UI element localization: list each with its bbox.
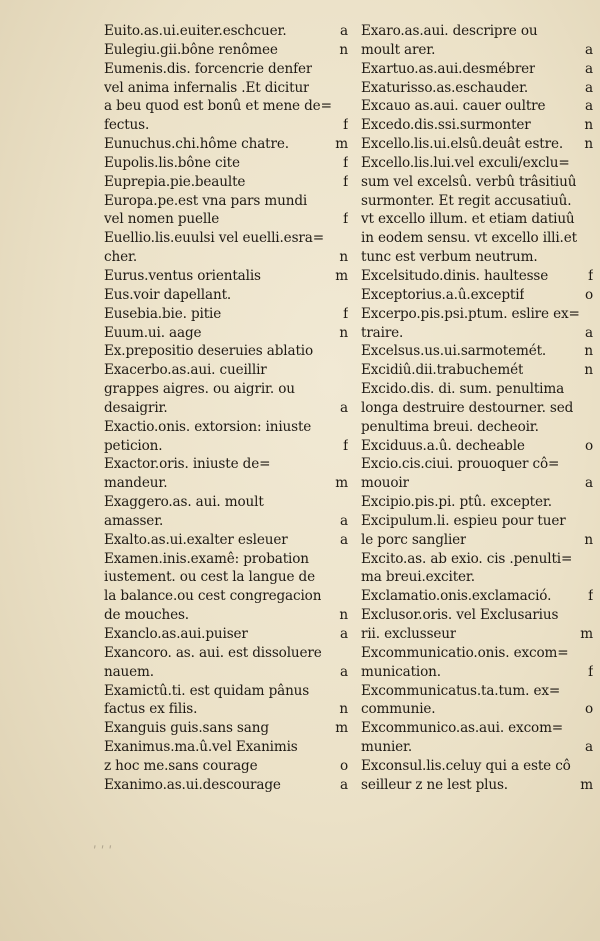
text-line <box>361 587 593 606</box>
text-line <box>104 41 348 60</box>
gender-marker: n <box>584 343 593 360</box>
text-line <box>361 663 593 682</box>
gender-marker: n <box>339 324 348 341</box>
text-line <box>104 663 348 682</box>
text-line <box>104 399 348 418</box>
gender-marker: o <box>584 286 593 303</box>
text-line <box>104 97 348 116</box>
gender-marker: f <box>343 437 348 454</box>
text-line <box>361 324 593 343</box>
gender-marker: a <box>340 399 348 416</box>
line-text: vel nomen puelle <box>104 211 220 228</box>
text-line <box>104 192 348 211</box>
gender-marker: a <box>340 776 348 793</box>
text-line <box>361 305 593 324</box>
gender-marker: n <box>339 249 348 266</box>
line-text: peticion. <box>104 437 163 454</box>
line-text: Exaturisso.as.eschauder. <box>361 79 529 96</box>
text-line <box>361 22 593 41</box>
text-line <box>361 531 593 550</box>
text-line <box>104 568 348 587</box>
line-text: desaigrir. <box>104 399 168 416</box>
gender-marker: o <box>584 701 593 718</box>
line-text: Excidiû.dii.trabuchemét <box>361 362 524 379</box>
line-text: Examen.inis.examê: probation <box>104 550 309 567</box>
line-text: Eumenis.dis. forcencrie denfer <box>104 60 313 77</box>
line-text: moult arer. <box>361 41 436 58</box>
line-text: Exclusor.oris. vel Exclusarius <box>361 607 559 624</box>
line-text: Exanimo.as.ui.descourage <box>104 776 281 793</box>
line-text: vel anima infernalis .Et dicitur <box>104 79 310 96</box>
line-text: longa destruire destourner. sed <box>361 399 574 416</box>
line-text: Excio.cis.ciui. prouoquer cô= <box>361 456 560 473</box>
text-line <box>361 286 593 305</box>
gender-marker: n <box>339 607 348 624</box>
line-text: Excommunico.as.aui. excom= <box>361 720 564 737</box>
line-text: Exaggero.as. aui. moult <box>104 494 264 511</box>
text-line <box>104 173 348 192</box>
line-text: Eusebia.bie. pitie <box>104 305 222 322</box>
line-text: sum vel excelsû. verbû trâsitiuû <box>361 173 577 190</box>
text-line <box>361 342 593 361</box>
line-text: Eunuchus.chi.hôme chatre. <box>104 136 289 153</box>
text-line <box>104 606 348 625</box>
line-text: Euum.ui. aage <box>104 324 202 341</box>
line-text: Eulegiu.gii.bône renômee <box>104 41 278 58</box>
gender-marker: a <box>585 98 593 115</box>
gender-marker: f <box>588 267 593 284</box>
text-line <box>361 512 593 531</box>
text-line <box>361 700 593 719</box>
line-text: Exanguis guis.sans sang <box>104 720 269 737</box>
text-line <box>361 625 593 644</box>
text-line <box>361 776 593 795</box>
text-line <box>104 700 348 719</box>
gender-marker: a <box>340 512 348 529</box>
line-text: Excello.lis.ui.elsû.deuât estre. <box>361 136 564 153</box>
line-text: Euprepia.pie.beaulte <box>104 173 246 190</box>
gender-marker: o <box>339 757 348 774</box>
line-text: Exconsul.lis.celuy qui a este cô <box>361 757 571 774</box>
line-text: mandeur. <box>104 475 168 492</box>
gender-marker: f <box>343 117 348 134</box>
text-line <box>104 719 348 738</box>
gender-marker: n <box>339 41 348 58</box>
text-line <box>104 60 348 79</box>
line-text: surmonter. Et regit accusatiuû. <box>361 192 572 209</box>
line-text: la balance.ou cest congregacion <box>104 588 322 605</box>
text-line <box>361 738 593 757</box>
text-line <box>361 437 593 456</box>
line-text: Examictû.ti. est quidam pânus <box>104 682 310 699</box>
gender-marker: f <box>588 663 593 680</box>
gender-marker: m <box>580 776 593 793</box>
text-line <box>361 493 593 512</box>
line-text: Excelsus.us.ui.sarmotemét. <box>361 343 547 360</box>
line-text: Eurus.ventus orientalis <box>104 267 261 284</box>
text-line <box>361 79 593 98</box>
gender-marker: a <box>585 79 593 96</box>
text-line <box>361 455 593 474</box>
line-text: a beu quod est bonû et mene de= <box>104 98 332 115</box>
line-text: Exactor.oris. iniuste de= <box>104 456 271 473</box>
gender-marker: m <box>580 626 593 642</box>
text-line <box>361 568 593 587</box>
text-line <box>361 380 593 399</box>
line-text: le porc sanglier <box>361 531 467 548</box>
text-line <box>104 154 348 173</box>
gender-marker: a <box>585 324 593 341</box>
ink-smudge: ʹ ʹ ʹ <box>93 845 113 860</box>
gender-marker: f <box>343 173 348 190</box>
line-text: Exceptorius.a.û.exceptif <box>361 286 525 303</box>
text-line <box>361 474 593 493</box>
text-line <box>104 455 348 474</box>
text-line <box>104 135 348 154</box>
line-text: Excauo as.aui. cauer oultre <box>361 98 546 115</box>
text-line <box>104 380 348 399</box>
text-line <box>361 267 593 286</box>
line-text: grappes aigres. ou aigrir. ou <box>104 381 295 398</box>
gender-marker: a <box>340 23 348 39</box>
gender-marker: m <box>335 720 348 737</box>
line-text: iustement. ou cest la langue de <box>104 569 315 586</box>
line-text: amasser. <box>104 512 164 529</box>
text-line <box>104 644 348 663</box>
text-line <box>361 418 593 437</box>
line-text: z hoc me.sans courage <box>104 757 258 774</box>
gender-marker: n <box>339 701 348 718</box>
line-text: Exclamatio.onis.exclamació. <box>361 588 552 605</box>
text-line <box>104 587 348 606</box>
text-line <box>104 22 348 41</box>
line-text: factus ex filis. <box>104 701 198 718</box>
line-text: Exacerbo.as.aui. cueillir <box>104 362 267 379</box>
text-line <box>104 324 348 343</box>
line-text: Ex.prepositio deseruies ablatio <box>104 343 313 360</box>
text-line <box>104 267 348 286</box>
text-line <box>104 248 348 267</box>
line-text: mouoir <box>361 475 409 492</box>
text-line <box>361 757 593 776</box>
gender-marker: a <box>340 531 348 548</box>
gender-marker: a <box>585 41 593 58</box>
line-text: Excido.dis. di. sum. penultima <box>361 381 565 398</box>
line-text: Exaro.as.aui. descripre ou <box>361 23 538 39</box>
text-line <box>361 229 593 248</box>
line-text: Exanclo.as.aui.puiser <box>104 626 248 642</box>
text-line <box>104 437 348 456</box>
gender-marker: f <box>343 154 348 171</box>
text-line <box>361 135 593 154</box>
line-text: nauem. <box>104 663 154 680</box>
gender-marker: a <box>585 739 593 756</box>
text-line <box>361 192 593 211</box>
text-line <box>104 493 348 512</box>
gender-marker: a <box>340 663 348 680</box>
text-line <box>361 399 593 418</box>
line-text: munier. <box>361 739 413 756</box>
line-text: Exactio.onis. extorsion: iniuste <box>104 418 312 435</box>
text-line <box>104 625 348 644</box>
text-line <box>104 512 348 531</box>
gender-marker: m <box>335 267 348 284</box>
text-line <box>104 305 348 324</box>
gender-marker: n <box>584 531 593 548</box>
line-text: Excedo.dis.ssi.surmonter <box>361 117 531 134</box>
text-line <box>104 286 348 305</box>
line-text: ma breui.exciter. <box>361 569 475 586</box>
line-text: Eupolis.lis.bône cite <box>104 154 240 171</box>
text-line <box>104 474 348 493</box>
line-text: Exciduus.a.û. decheable <box>361 437 525 454</box>
text-line <box>361 60 593 79</box>
text-line <box>361 154 593 173</box>
line-text: Excito.as. ab exio. cis .penulti= <box>361 550 573 567</box>
line-text: cher. <box>104 249 137 266</box>
text-line <box>361 606 593 625</box>
line-text: Exanimus.ma.û.vel Exanimis <box>104 739 298 756</box>
gender-marker: n <box>584 117 593 134</box>
gender-marker: a <box>340 626 348 642</box>
line-text: tunc est verbum neutrum. <box>361 249 538 266</box>
text-line <box>361 361 593 380</box>
text-line <box>361 682 593 701</box>
text-line <box>104 776 348 795</box>
text-line <box>361 550 593 569</box>
text-line <box>104 418 348 437</box>
text-line <box>361 173 593 192</box>
gender-marker: n <box>584 362 593 379</box>
line-text: Excommunicatio.onis. excom= <box>361 644 569 661</box>
text-line <box>104 342 348 361</box>
gender-marker: n <box>584 136 593 153</box>
text-line <box>104 531 348 550</box>
line-text: Exancoro. as. aui. est dissoluere <box>104 644 322 661</box>
text-line <box>361 41 593 60</box>
line-text: traire. <box>361 324 404 341</box>
text-line <box>361 719 593 738</box>
left-column <box>104 22 348 795</box>
line-text: Excommunicatus.ta.tum. ex= <box>361 682 561 699</box>
text-line <box>361 248 593 267</box>
line-text: Excelsitudo.dinis. haultesse <box>361 267 549 284</box>
line-text: Excipulum.li. espieu pour tuer <box>361 512 566 529</box>
line-text: penultima breui. decheoir. <box>361 418 539 435</box>
gender-marker: m <box>335 475 348 492</box>
text-line <box>361 116 593 135</box>
gender-marker: m <box>335 136 348 153</box>
text-line <box>361 97 593 116</box>
gender-marker: o <box>584 437 593 454</box>
line-text: Excello.lis.lui.vel exculi/exclu= <box>361 154 570 171</box>
line-text: communie. <box>361 701 436 718</box>
line-text: Exalto.as.ui.exalter esleuer <box>104 531 288 548</box>
line-text: de mouches. <box>104 607 189 624</box>
line-text: rii. exclusseur <box>361 626 457 642</box>
text-line <box>104 738 348 757</box>
text-line <box>104 682 348 701</box>
text-line <box>104 116 348 135</box>
text-line <box>104 757 348 776</box>
text-line <box>104 550 348 569</box>
text-line <box>104 229 348 248</box>
line-text: Europa.pe.est vna pars mundi <box>104 192 308 209</box>
text-line <box>361 210 593 229</box>
gender-marker: f <box>588 588 593 605</box>
line-text: munication. <box>361 663 441 680</box>
gender-marker: a <box>585 60 593 77</box>
line-text: seilleur z ne lest plus. <box>361 776 508 793</box>
line-text: in eodem sensu. vt excello illi.et <box>361 230 577 247</box>
text-line <box>104 79 348 98</box>
line-text: Excipio.pis.pi. ptû. excepter. <box>361 494 552 511</box>
gender-marker: a <box>585 475 593 492</box>
line-text: Euito.as.ui.euiter.eschcuer. <box>104 23 287 39</box>
line-text: Exartuo.as.aui.desmébrer <box>361 60 536 77</box>
line-text: fectus. <box>104 117 150 134</box>
right-column <box>361 22 593 795</box>
line-text: Eus.voir dapellant. <box>104 286 232 303</box>
line-text: Excerpo.pis.psi.ptum. eslire ex= <box>361 305 580 322</box>
line-text: vt excello illum. et etiam datiuû <box>361 211 575 228</box>
gender-marker: f <box>343 305 348 322</box>
line-text: Euellio.lis.euulsi vel euelli.esra= <box>104 230 324 247</box>
text-line <box>361 644 593 663</box>
gender-marker: f <box>343 211 348 228</box>
text-line <box>104 361 348 380</box>
text-line <box>104 210 348 229</box>
